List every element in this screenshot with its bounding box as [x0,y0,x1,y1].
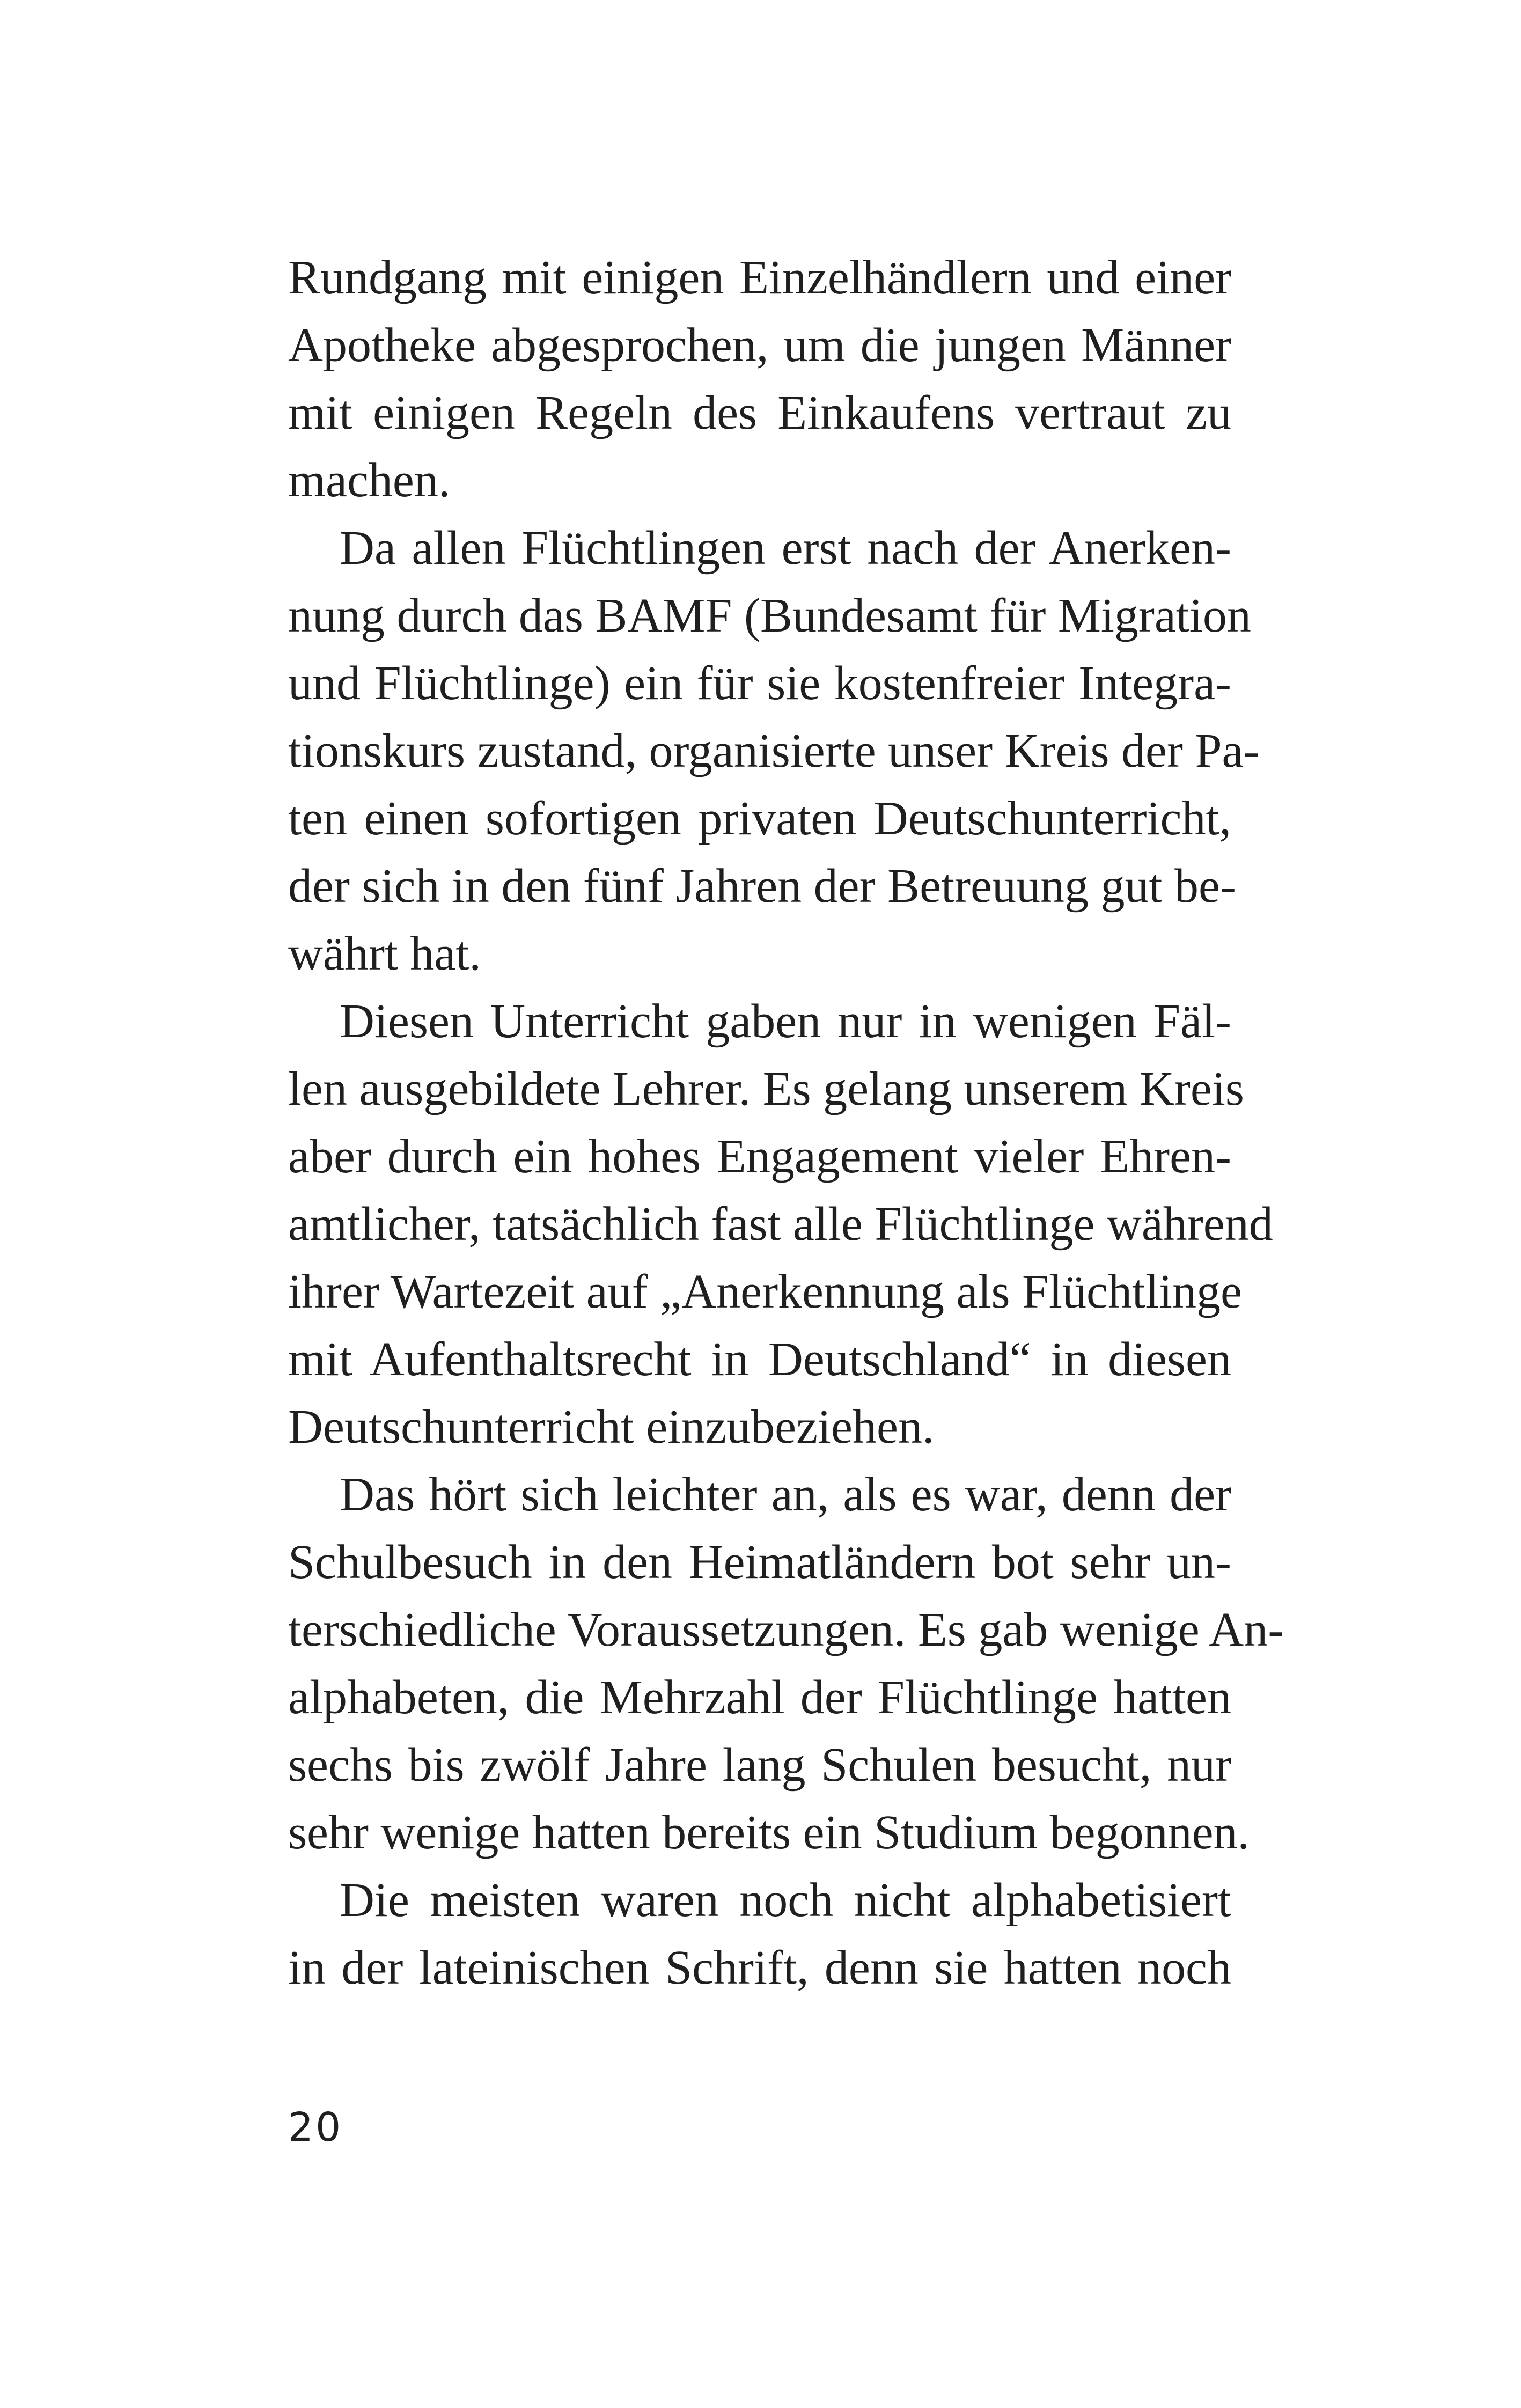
paragraph [288,988,1273,1461]
text-line: Da allen Flüchtlingen erst nach der Anerken- [340,522,1231,575]
text-line: terschiedliche Voraussetzungen. Es gab wenige An- [288,1603,1284,1656]
text-line: alphabeten, die Mehrzahl der Flüchtlinge hatten [288,1671,1231,1724]
paragraph [288,1461,1284,1867]
text-line: der sich in den fünf Jahren der Betreuung gut be- [288,860,1236,913]
text-line: mit Aufenthaltsrecht in Deutschland“ in diesen [288,1333,1231,1386]
text-line: aber durch ein hohes Engagement vieler Ehren- [288,1130,1231,1183]
text-line: währt hat. [288,927,481,980]
text-line: ten einen sofortigen privaten Deutschunterricht, [288,792,1231,845]
text-line: Die meisten waren noch nicht alphabetisiert [340,1874,1231,1927]
page-number: 20 [288,2104,343,2150]
text-line: amtlicher, tatsächlich fast alle Flüchtlinge während [288,1198,1273,1251]
paragraph [288,244,1231,515]
text-line: Apotheke abgesprochen, um die jungen Männer [288,319,1231,372]
text-line: Diesen Unterricht gaben nur in wenigen Fäl- [340,995,1231,1048]
text-line: sechs bis zwölf Jahre lang Schulen besucht, nur [288,1738,1231,1792]
text-line: Schulbesuch in den Heimatländern bot sehr un- [288,1536,1231,1589]
text-line: len ausgebildete Lehrer. Es gelang unserem Kreis [288,1062,1244,1115]
text-line: in der lateinischen Schrift, denn sie hatten noch [288,1941,1231,1994]
text-line: nung durch das BAMF (Bundesamt für Migration [288,589,1251,642]
text-line: Deutschunterricht einzubeziehen. [288,1400,935,1453]
text-line: Das hört sich leichter an, als es war, denn der [340,1468,1231,1521]
body-text [288,244,1284,2002]
text-line: tionskurs zustand, organisierte unser Kreis der Pa- [288,724,1260,777]
paragraph [288,1867,1231,2002]
paragraph [288,515,1260,988]
text-line: sehr wenige hatten bereits ein Studium begonnen. [288,1806,1250,1859]
text-line: machen. [288,454,451,507]
text-line: und Flüchtlinge) ein für sie kostenfreier Integra- [288,657,1231,710]
text-line: ihrer Wartezeit auf „Anerkennung als Flüchtlinge [288,1265,1242,1318]
text-line: Rundgang mit einigen Einzelhändlern und einer [288,251,1231,304]
text-line: mit einigen Regeln des Einkaufens vertraut zu [288,386,1231,439]
